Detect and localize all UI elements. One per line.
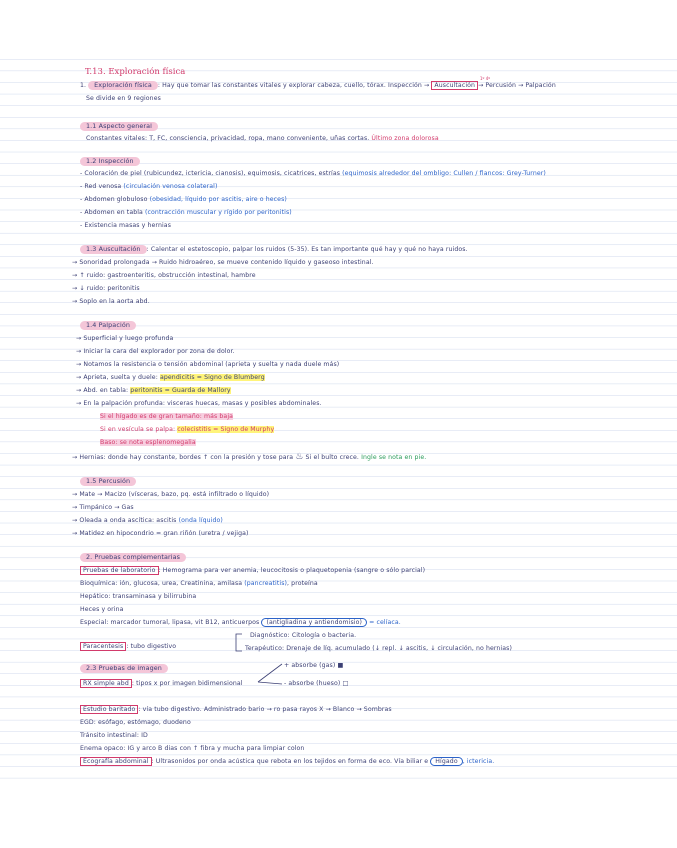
boxed-term: Ecografía abdominal	[80, 757, 152, 766]
boxed-term: Auscultación	[431, 81, 478, 90]
note-text: Si en vesícula se palpa:	[100, 426, 176, 433]
text: → Aprieta, suelta y duele:	[76, 374, 158, 381]
text-line: Enema opaco: IG y arco B dias con ↑ fibra y mucha para limpiar colon	[80, 745, 305, 752]
note-text: Ingle se nota en pie.	[361, 454, 427, 461]
text-line: - Existencia masas y hernias	[80, 222, 172, 229]
section-header-line	[80, 121, 605, 133]
text-line: → ↑ ruido: gastroenteritis, obstrucción intestinal, hambre	[72, 272, 256, 279]
text: - Coloración de piel (rubicundez, ictericia, cianosis), equimosis, cicatrices, estrías	[80, 170, 341, 177]
highlighted-term: colecistitis = Signo de Murphy	[177, 426, 275, 433]
text-line: → Sonoridad prolongada → Ruido hidroaéreo, se mueve contenido líquido y gaseoso intestinal.	[72, 259, 374, 266]
text: : Hemograma para ver anemia, leucocitosis o plaquetopenia (sangre o sólo parcial)	[158, 567, 426, 574]
note-line	[100, 424, 605, 436]
boxed-term: Pruebas de laboratorio	[80, 566, 159, 575]
text-line	[80, 565, 605, 577]
circled-term: Hígado	[430, 757, 462, 766]
section-header: 2.3 Pruebas de imagen	[80, 664, 168, 673]
text-line	[284, 678, 605, 690]
order-mark: 1º 4º	[480, 76, 491, 81]
text-line: Tránsito intestinal: ID	[80, 732, 148, 739]
text: + absorbe (gas)	[284, 662, 336, 669]
section-header: 1.1 Aspecto general	[80, 122, 158, 131]
text-line: → Timpánico → Gas	[72, 504, 134, 511]
text-line: EGD: esófago, estómago, duodeno	[80, 719, 191, 726]
section-header-line	[80, 552, 605, 564]
text-line	[80, 207, 605, 219]
text-line	[80, 704, 605, 716]
boxed-term: RX simple abd	[80, 679, 132, 688]
section-header: 1.4 Palpación	[80, 321, 136, 330]
text-line	[80, 578, 605, 590]
text-line	[76, 385, 605, 397]
text: Especial: marcador tumoral, lipasa, vit B12, anticuerpos	[80, 619, 260, 626]
text: - Abdomen en tabla	[80, 209, 143, 216]
note-text: Baso: se nota esplenomegalia	[100, 439, 196, 446]
text-line: Diagnóstico: Citología o bacteria.	[250, 632, 357, 639]
section-header: 1.3 Auscultación	[80, 245, 147, 254]
note-line	[100, 437, 605, 449]
boxed-term: Paracentesis	[80, 642, 126, 651]
circled-term: (antigliadina y antiendomisio)	[261, 618, 367, 627]
note-text: (onda líquido)	[178, 517, 223, 524]
text: Bioquímica: ión, glucosa, urea, Creatinina, amilasa	[80, 580, 243, 587]
note-text: Último zona dolorosa	[371, 135, 439, 142]
text-line: → Notamos la resistencia o tensión abdominal (aprieta y suelta y nada duele más)	[76, 361, 340, 368]
note-text: , ictericia.	[462, 758, 495, 765]
section-header: Exploración física	[88, 81, 158, 90]
text: - Red venosa	[80, 183, 122, 190]
text: - absorbe (hueso)	[284, 680, 341, 687]
section-header: 2. Pruebas complementarias	[80, 553, 186, 562]
section-header-line	[80, 320, 605, 332]
text-line: → Superficial y luego profunda	[76, 335, 174, 342]
boxed-term: Estudio baritado	[80, 705, 138, 714]
text-line: Terapéutico: Drenaje de líq. acumulado (↓ repl. ↓ ascitis, ↓ circulación, no hernias)	[245, 645, 512, 652]
text-line: Se divide en 9 regiones	[86, 95, 161, 102]
text-line	[86, 133, 605, 145]
section-header-line	[80, 156, 605, 168]
text: : tubo digestivo	[126, 643, 177, 650]
text-line	[80, 181, 605, 193]
intro-line	[80, 80, 605, 92]
note-text: = celíaca.	[369, 619, 401, 626]
empty-square-icon: □	[342, 680, 349, 687]
text-line: → Iniciar la cara del explorador por zona de dolor.	[76, 348, 235, 355]
page-title: T.13. Exploración física	[85, 67, 186, 77]
text-line	[80, 617, 605, 629]
text: , proteína	[287, 580, 318, 587]
text: Si el bulto crece.	[305, 454, 359, 461]
cough-icon: ♨	[295, 452, 304, 462]
text-line: Heces y orina	[80, 606, 124, 613]
note-text: Si el hígado es de gran tamaño: más baja	[100, 413, 234, 420]
text: - Abdomen globuloso	[80, 196, 148, 203]
text: → Abd. en tabla:	[76, 387, 129, 394]
text-line	[284, 660, 605, 672]
text-line	[72, 451, 605, 463]
section-header-line	[80, 244, 605, 256]
text-line: → En la palpación profunda: visceras huecas, masas y posibles abdominales.	[76, 400, 322, 407]
text: : Hay que tomar las constantes vitales y explorar cabeza, cuello, tórax. Inspección →	[157, 82, 430, 89]
text: : Calentar el estetoscopio, palpar los ruidos (5-35). Es tan importante qué hay y qué no haya ruidos.	[146, 246, 468, 253]
text: : vía tubo digestivo. Administrado bario → ro pasa rayos X → Blanco → Sombras	[138, 706, 392, 713]
note-line	[100, 411, 605, 423]
text: → Oleada a onda ascítica: ascitis	[72, 517, 177, 524]
text-line	[80, 168, 605, 180]
note-text: (pancreatitis)	[244, 580, 288, 587]
text: → Hernias: donde hay constante, bordes ↑ con la presión y tose para	[72, 454, 294, 461]
section-header: 1.2 Inspección	[80, 157, 140, 166]
note-text: (contracción muscular y rígido por peritonitis)	[145, 209, 292, 216]
text: 1.	[80, 82, 89, 89]
text-line	[76, 372, 605, 384]
note-text: (circulación venosa colateral)	[123, 183, 218, 190]
text-line	[80, 194, 605, 206]
text-line	[72, 515, 605, 527]
filled-square-icon: ■	[337, 662, 344, 669]
text: : tipos x por imagen bidimensional	[131, 680, 243, 687]
text: → Percusión → Palpación	[478, 82, 556, 89]
text-line: → Soplo en la aorta abd.	[72, 298, 150, 305]
text-line	[80, 756, 617, 768]
text-line: → Matidez en hipocondrio = gran riñón (uretra / vejiga)	[72, 530, 249, 537]
text: Constantes vitales: T, FC, consciencia, privacidad, ropa, mano conveniente, uñas cortas.	[86, 135, 370, 142]
text-line: → ↓ ruido: peritonitis	[72, 285, 140, 292]
highlighted-term: apendicitis = Signo de Blumberg	[159, 374, 265, 381]
highlighted-term: peritonitis = Guarda de Mallory	[130, 387, 231, 394]
section-header-line	[80, 476, 605, 488]
text: : Ultrasonidos por onda acústica que rebota en los tejidos en forma de eco. Vía biliar e	[151, 758, 429, 765]
section-header: 1.5 Percusión	[80, 477, 136, 486]
note-text: (equimosis alrededor del ombligo: Cullen / flancos: Grey-Turner)	[342, 170, 546, 177]
text-line: Hepático: transaminasa y bilirrubina	[80, 593, 197, 600]
note-text: (obesidad, líquido por ascitis, aire o heces)	[149, 196, 287, 203]
text-line: → Mate → Macizo (vísceras, bazo, pq. está infiltrado o líquido)	[72, 491, 270, 498]
